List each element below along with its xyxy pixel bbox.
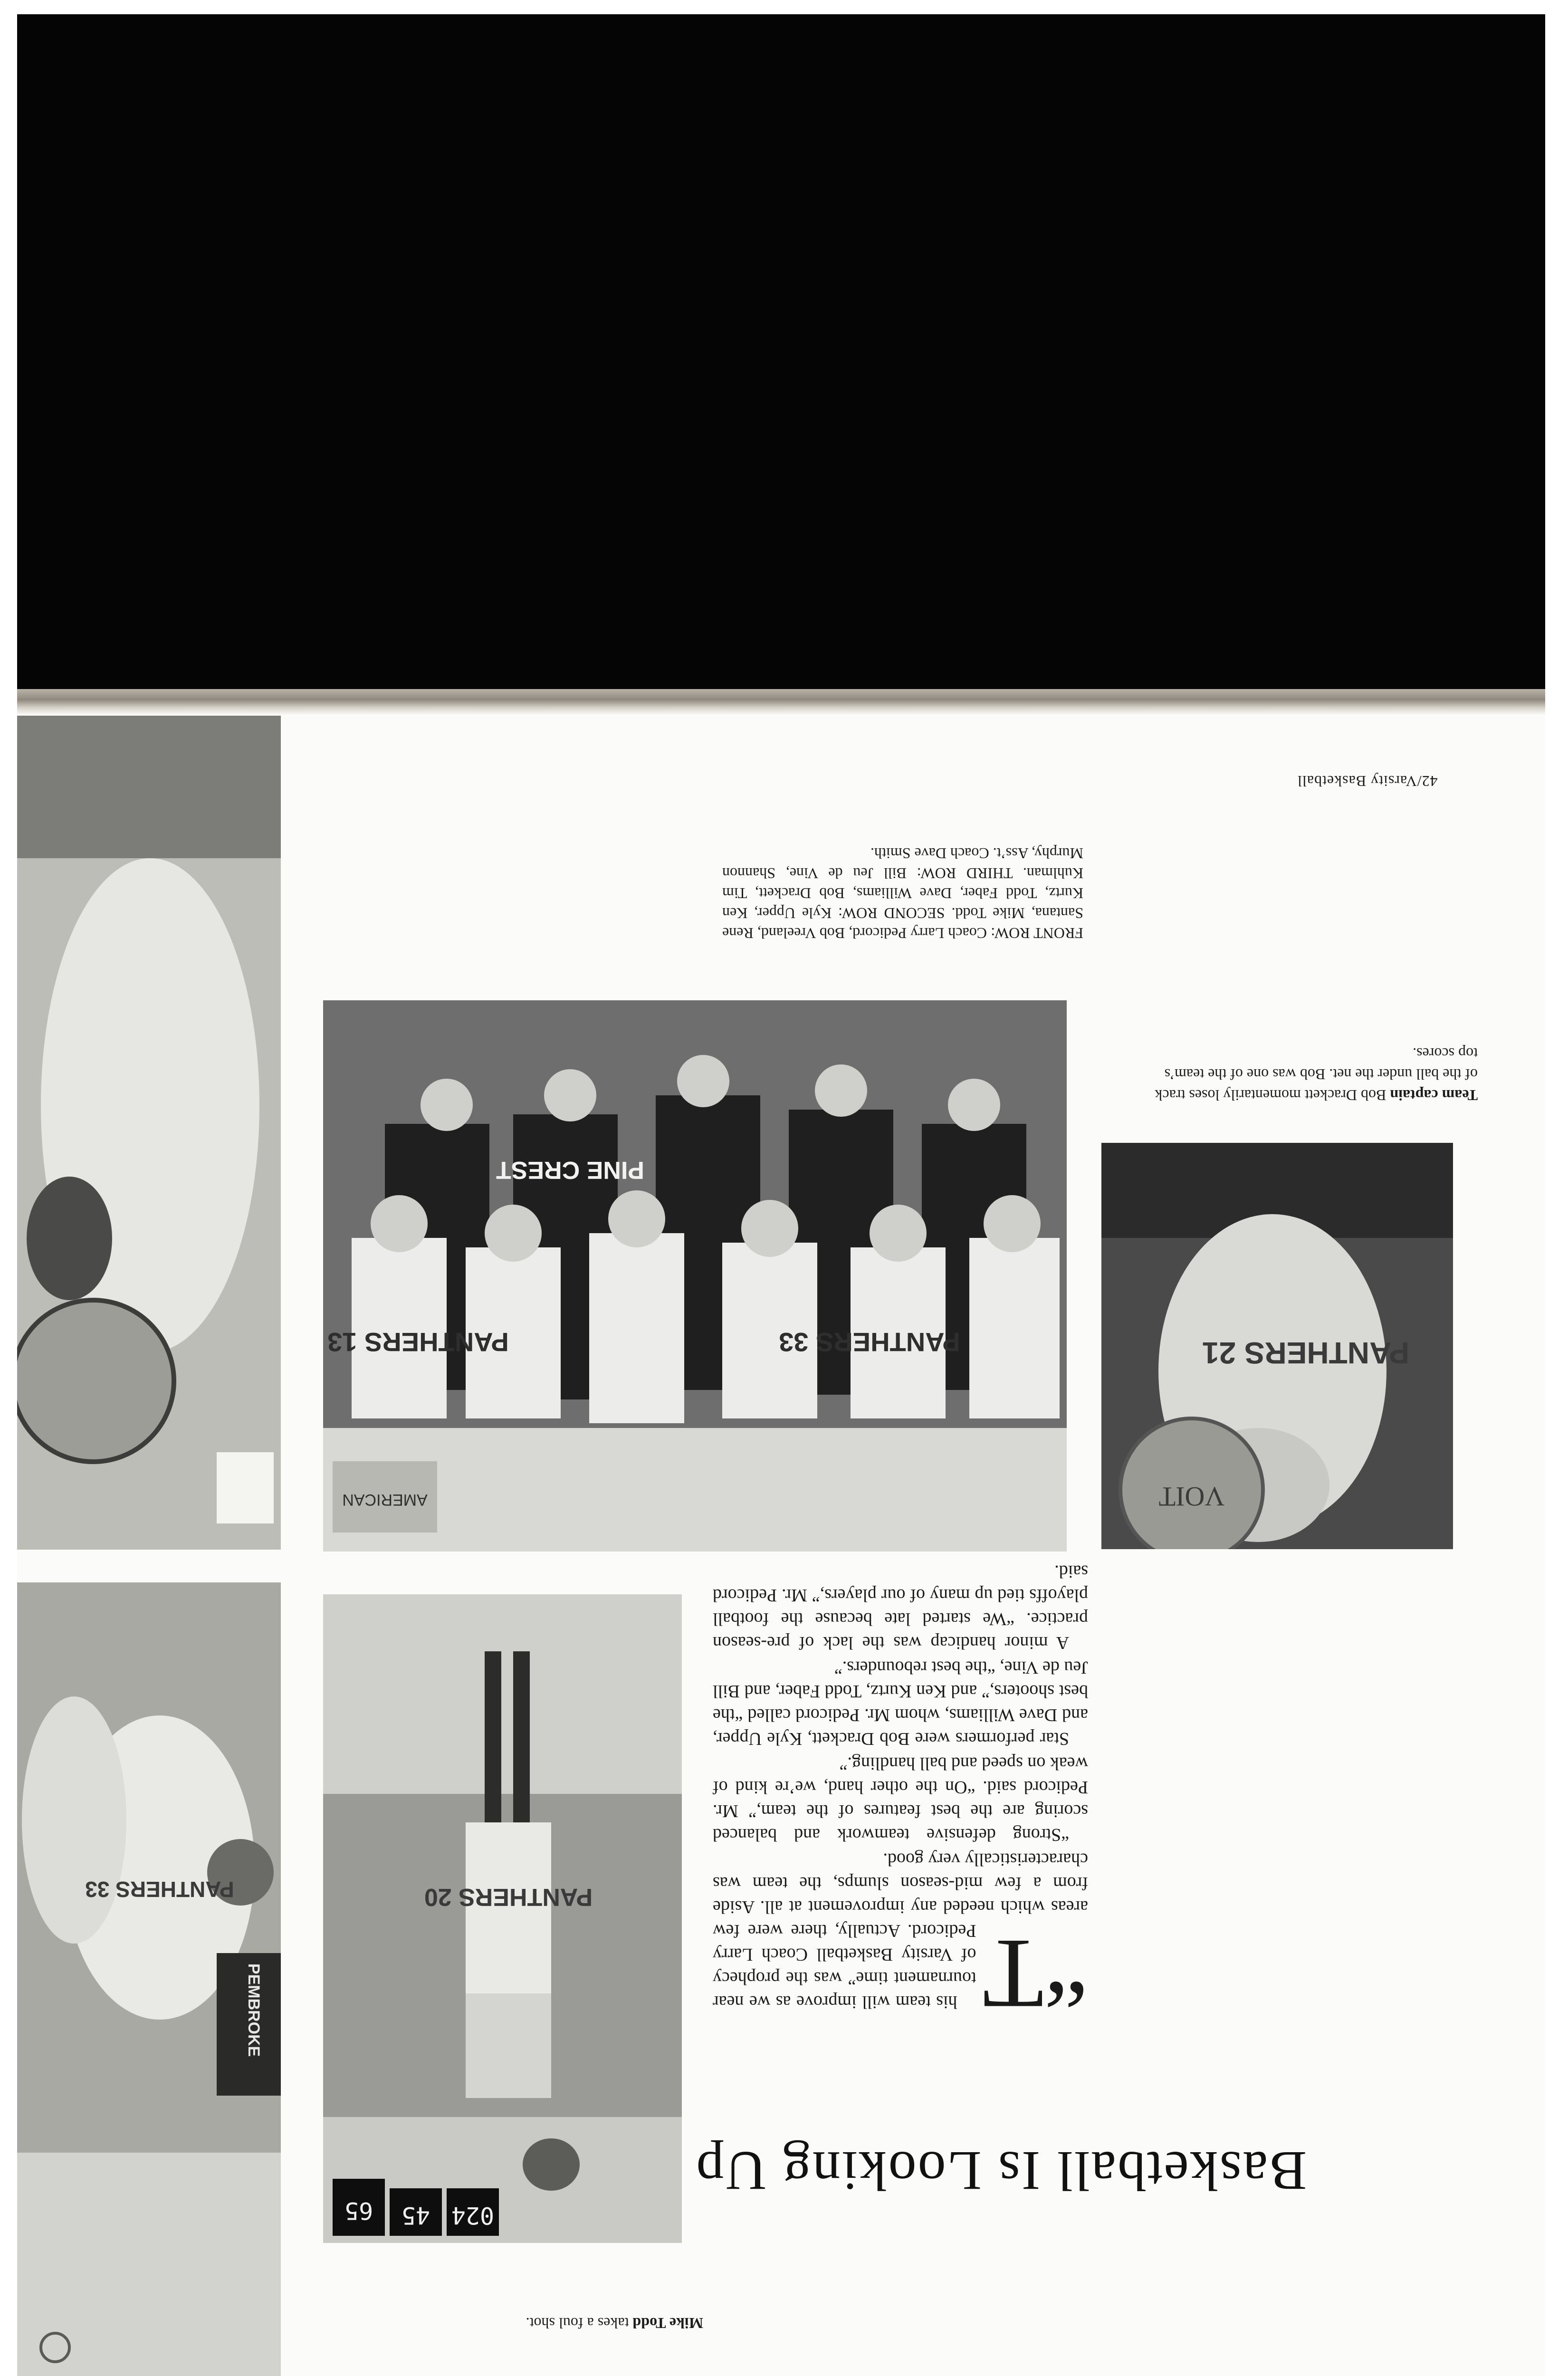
ball-brand-text: VOIT	[1158, 1481, 1225, 1512]
article-body	[713, 1559, 1088, 2029]
book-binding	[17, 689, 1545, 716]
team-jersey-33-text: PANTHERS 33	[779, 1327, 960, 1357]
photo-left-strip-bottom	[17, 1582, 281, 2376]
scoreboard-value-3: 024	[451, 2202, 495, 2229]
foul-jersey-text: PANTHERS 20	[424, 1883, 593, 1911]
left-opponent-text: PEMBROKE	[245, 1963, 263, 2057]
caption-team-captain	[1150, 1043, 1478, 1106]
article-paragraph-4: A minor handicap was the lack of pre-season practice. “We started late because the football playoffs tied up many of our players,” Mr. Pedicord said.	[713, 1562, 1088, 1653]
photo-team-group	[323, 1000, 1067, 1552]
article-paragraph-2: “Strong defensive teamwork and balanced scoring are the best features of the team,” Mr. Pedicord said. “On the other hand, we’re kind of weak on speed and ball handling.”	[713, 1753, 1088, 1845]
captain-jersey-text: PANTHERS 21	[1202, 1336, 1410, 1370]
page-label: 42/Varsity Basketball	[1297, 773, 1438, 790]
page-headline: Basketball Is Looking Up	[695, 2140, 1307, 2202]
photo-team-captain	[1101, 1143, 1453, 1549]
caption-team-roster: FRONT ROW: Coach Larry Pedicord, Bob Vreeland, Rene Santana, Mike Todd. SECOND ROW: Kyle Upper, Ken Kurtz, Todd Faber, Dave Williams, Bob Drackett, Tim Kuhlman. THIRD ROW: Bill Jeu de Vine, Shannon Murphy, Ass’t. Coach Dave Smith.	[722, 845, 1083, 942]
left-jersey-text: PANTHERS 33	[85, 1877, 234, 1902]
article-paragraph-1	[713, 1848, 1088, 2029]
caption-foul-shot	[456, 2314, 703, 2332]
team-jersey-13-text: PANTHERS 13	[327, 1327, 509, 1357]
article-paragraph-3: Star performers were Bob Drackett, Kyle Upper, and Dave Williams, whom Mr. Pedicord called “the best shooters,” and Ken Kurtz, Todd Faber, and Bill Jeu de Vine, “the best rebounders.”	[713, 1657, 1088, 1749]
trophy-text: AMERICAN	[342, 1491, 428, 1509]
article-dropcap: “T	[983, 1919, 1088, 2029]
article-paragraph-1-text: his team will improve as we near tournament time” was the prophecy of Varsity Basketball Coach Larry Pedicord. Actually, there were few areas which needed any improvement at all. Aside from a few mid-season slumps, the team was characteristically very good.	[713, 1849, 1088, 2012]
caption-todd-lead: Mike Todd	[632, 2315, 703, 2332]
caption-captain-text: Bob Drackett momentarily loses track of the ball under the net. Bob was one of the team’s top scores.	[1155, 1045, 1478, 1104]
scan-background	[17, 14, 1545, 689]
scoreboard-value-1: 65	[344, 2197, 373, 2224]
photo-foul-shot	[323, 1594, 682, 2243]
caption-captain-lead: Team captain	[1390, 1087, 1478, 1104]
caption-todd-text: takes a foul shot.	[526, 2315, 629, 2332]
team-crest-text: PINE CREST	[496, 1156, 645, 1184]
scoreboard-value-2: 45	[401, 2202, 430, 2229]
photo-left-strip-top	[17, 716, 281, 1550]
